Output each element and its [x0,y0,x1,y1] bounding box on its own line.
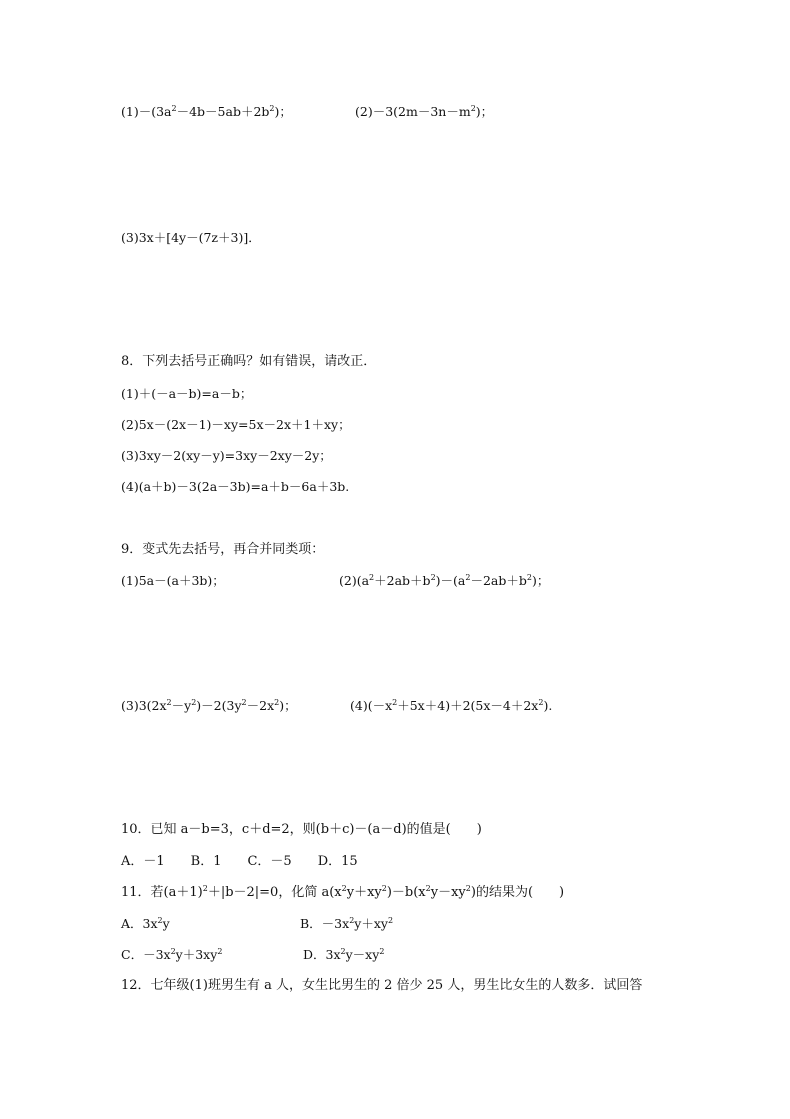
question-11-option-a: A．$3x^2y$ [121,916,170,931]
question-8-item-3: (3)3xy－2(xy－y)=3xy－2xy－2y； [121,448,332,463]
question-9-item-2: $(2)(a^2+2ab+b^2)-(a^2-2ab+b^2)$； [339,573,550,588]
question-11-title: 11．若$(a+1)^2+|b-2|=0$，化简 $a(x^2y+xy^2)-b(x^2y-xy^2)$的结果为( ) [121,884,565,900]
problem-1-3: (3)3x＋[4y－(7z＋3)]． [121,230,261,245]
problem-1-1: $(1)-(3a^2-4b-5ab+2b^2)$； [121,104,292,119]
question-8-title: 8．下列去括号正确吗？如有错误，请改正． [121,354,377,369]
question-8-item-1: (1)＋(－a－b)=a－b； [121,386,253,401]
question-11-option-d: D．$3x^2y-xy^2$ [303,947,385,962]
question-10-options: A．－1 B．1 C．－5 D．15 [121,854,358,869]
question-9-item-1: (1)5a－(a＋3b)； [121,573,225,588]
question-9-item-3: $(3)3(2x^2-y^2)-2(3y^2-2x^2)$； [121,698,297,713]
problem-1-2: $(2)-3(2m-3n-m^2)$； [355,104,494,119]
question-9-title: 9．变式先去括号，再合并同类项： [121,542,325,557]
question-8-item-2: (2)5x－(2x－1)－xy=5x－2x＋1＋xy； [121,417,351,432]
question-11-option-b: B．$-3x^2y+xy^2$ [300,916,394,931]
question-11-option-c: C．$-3x^2y+3xy^2$ [121,947,223,962]
question-8-item-4: (4)(a＋b)－3(2a－3b)=a＋b－6a＋3b. [121,479,350,494]
question-10-title: 10．已知 a－b=3，c＋d=2，则(b＋c)－(a－d)的值是( ) [121,822,482,837]
question-9-item-4: $(4)(-x^2+5x+4)+2(5x-4+2x^2)$. [350,698,553,713]
question-12-title: 12．七年级(1)班男生有 a 人，女生比男生的 2 倍少 25 人，男生比女生的人数多．试回答 [121,978,643,993]
